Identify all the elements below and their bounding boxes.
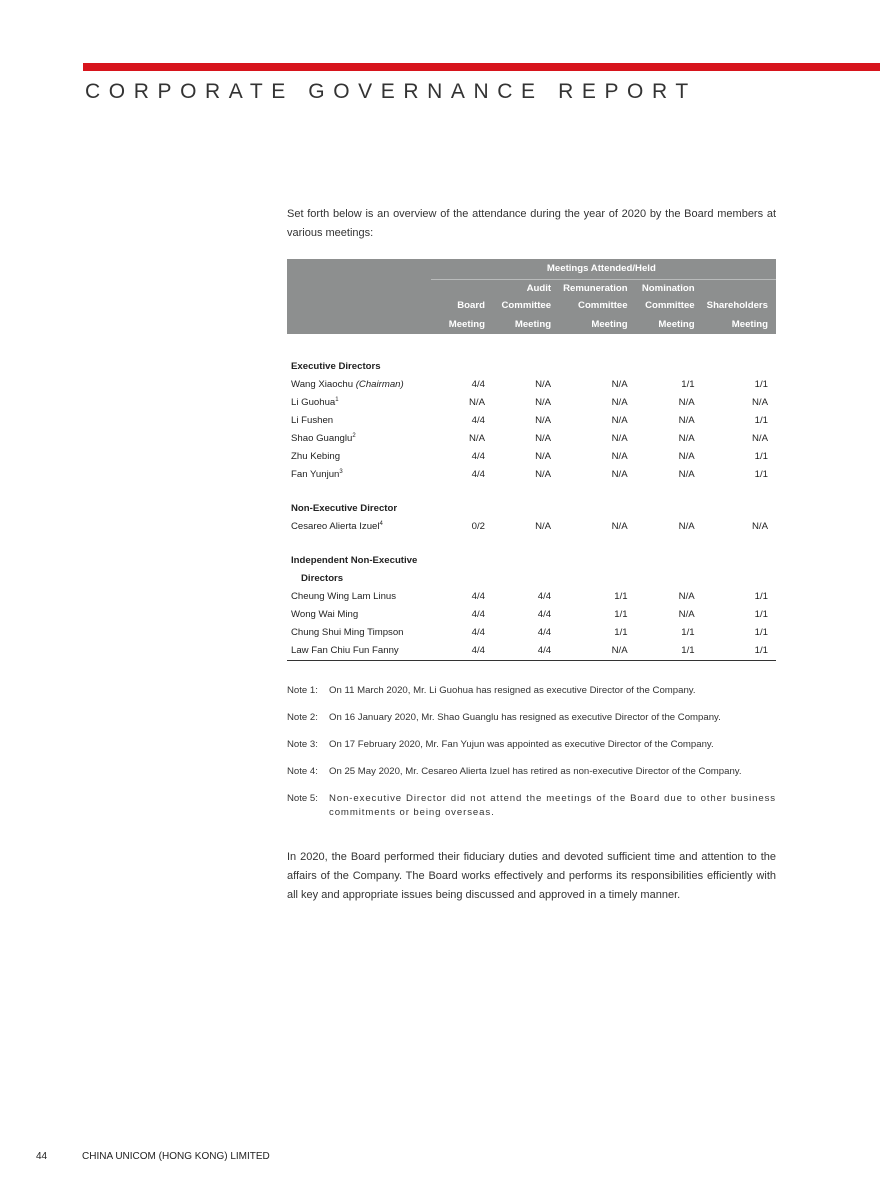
attendance-table bbox=[287, 259, 776, 661]
note-label: Note 1: bbox=[287, 685, 318, 696]
note-item bbox=[287, 711, 776, 725]
table-row bbox=[287, 466, 776, 484]
table-row bbox=[287, 412, 776, 430]
director-name: Zhu Kebing bbox=[291, 451, 341, 462]
attendance-cell: 4/4 bbox=[471, 469, 485, 480]
note-label: Note 3: bbox=[287, 739, 318, 750]
table-row bbox=[287, 588, 776, 606]
note-ref: 3 bbox=[339, 469, 343, 475]
note-text: On 11 March 2020, Mr. Li Guohua has resigned as executive Director of the Company. bbox=[329, 685, 696, 696]
note-item bbox=[287, 738, 776, 752]
col-header: Board bbox=[431, 297, 493, 314]
attendance-table-header bbox=[287, 259, 776, 334]
director-name: Li Fushen bbox=[291, 415, 334, 426]
attendance-cell: 4/4 bbox=[471, 609, 485, 620]
attendance-cell: 4/4 bbox=[471, 627, 485, 638]
attendance-cell: N/A bbox=[611, 521, 628, 532]
col-header: Committee bbox=[493, 297, 559, 314]
attendance-cell: 0/2 bbox=[471, 521, 485, 532]
page-number: 44 bbox=[36, 1151, 48, 1162]
col-header: Meeting bbox=[431, 314, 493, 334]
director-name: Li Guohua$^1$ bbox=[291, 397, 339, 408]
section-title: Non-Executive Director bbox=[291, 503, 398, 514]
table-row bbox=[287, 448, 776, 466]
attendance-cell: N/A bbox=[611, 451, 628, 462]
director-name: Cesareo Alierta Izuel$^4$ bbox=[291, 521, 383, 532]
col-header: Meeting bbox=[703, 314, 776, 334]
attendance-cell: 1/1 bbox=[754, 591, 768, 602]
director-role: (Chairman) bbox=[355, 379, 404, 390]
col-header: Committee bbox=[636, 297, 703, 314]
attendance-cell: N/A bbox=[678, 609, 695, 620]
attendance-cell: N/A bbox=[535, 451, 552, 462]
header-blank bbox=[287, 280, 431, 298]
note-label: Note 5: bbox=[287, 793, 318, 804]
section-title: Directors bbox=[301, 573, 344, 584]
col-header: Audit bbox=[493, 280, 559, 298]
attendance-cell: N/A bbox=[678, 433, 695, 444]
note-ref: 2 bbox=[352, 433, 356, 439]
attendance-cell: N/A bbox=[535, 433, 552, 444]
attendance-cell: 1/1 bbox=[614, 609, 628, 620]
table-row bbox=[287, 430, 776, 448]
header-blank bbox=[287, 259, 431, 280]
page-title: CORPORATE GOVERNANCE REPORT bbox=[85, 80, 697, 103]
attendance-cell: 1/1 bbox=[681, 627, 695, 638]
director-name: Fan Yunjun$^3$ bbox=[291, 469, 343, 480]
attendance-table-body bbox=[287, 334, 776, 661]
section-row bbox=[287, 552, 776, 570]
col-header: Meeting bbox=[559, 314, 636, 334]
col-header: Nomination bbox=[636, 280, 703, 298]
attendance-cell: N/A bbox=[678, 521, 695, 532]
note-label: Note 4: bbox=[287, 766, 318, 777]
attendance-cell: 1/1 bbox=[754, 609, 768, 620]
attendance-cell: 1/1 bbox=[754, 379, 768, 390]
header-blank bbox=[287, 297, 431, 314]
table-row bbox=[287, 642, 776, 661]
attendance-cell: 4/4 bbox=[471, 451, 485, 462]
section-row bbox=[287, 500, 776, 518]
col-header: Remuneration bbox=[559, 280, 636, 298]
col-header: Shareholders bbox=[703, 297, 776, 314]
note-item bbox=[287, 684, 776, 698]
attendance-cell: N/A bbox=[752, 397, 768, 408]
attendance-cell: 1/1 bbox=[703, 642, 776, 661]
table-row bbox=[287, 376, 776, 394]
attendance-cell: 1/1 bbox=[754, 469, 768, 480]
attendance-cell: 4/4 bbox=[471, 591, 485, 602]
attendance-cell: N/A bbox=[535, 379, 552, 390]
col-header bbox=[431, 280, 493, 298]
attendance-cell: 4/4 bbox=[431, 642, 493, 661]
header-blank bbox=[287, 314, 431, 334]
attendance-cell: 4/4 bbox=[493, 642, 559, 661]
note-item bbox=[287, 792, 776, 820]
company-name: CHINA UNICOM (HONG KONG) LIMITED bbox=[82, 1151, 270, 1162]
col-header: Meeting bbox=[636, 314, 703, 334]
attendance-cell: 1/1 bbox=[614, 627, 628, 638]
attendance-cell: N/A bbox=[611, 469, 628, 480]
header-accent-bar bbox=[83, 63, 880, 71]
attendance-cell: N/A bbox=[535, 415, 552, 426]
director-name: Shao Guanglu$^2$ bbox=[291, 433, 356, 444]
section-row bbox=[287, 358, 776, 376]
table-row bbox=[287, 624, 776, 642]
attendance-cell: N/A bbox=[678, 591, 695, 602]
note-text: Non-executive Director did not attend the meetings of the Board due to other business commitments or being overseas. bbox=[329, 793, 776, 818]
page-footer bbox=[36, 1151, 270, 1162]
attendance-cell: 4/4 bbox=[471, 379, 485, 390]
attendance-cell: N/A bbox=[752, 433, 768, 444]
attendance-cell: 1/1 bbox=[754, 627, 768, 638]
note-text: On 17 February 2020, Mr. Fan Yujun was appointed as executive Director of the Company. bbox=[329, 739, 714, 750]
director-name: Law Fan Chiu Fun Fanny bbox=[287, 642, 431, 661]
col-header bbox=[703, 280, 776, 298]
note-text: On 16 January 2020, Mr. Shao Guanglu has resigned as executive Director of the Company. bbox=[329, 712, 721, 723]
section-row bbox=[287, 570, 776, 588]
attendance-cell: N/A bbox=[535, 469, 552, 480]
col-header: Committee bbox=[559, 297, 636, 314]
intro-paragraph: Set forth below is an overview of the attendance during the year of 2020 by the Board members at various meetings: bbox=[287, 208, 776, 239]
director-name: Cheung Wing Lam Linus bbox=[291, 591, 397, 602]
director-name: Chung Shui Ming Timpson bbox=[291, 627, 404, 638]
attendance-cell: N/A bbox=[678, 415, 695, 426]
note-text: On 25 May 2020, Mr. Cesareo Alierta Izuel has retired as non-executive Director of the Company. bbox=[329, 766, 742, 777]
section-title: Independent Non-Executive bbox=[291, 555, 418, 566]
col-header: Meeting bbox=[493, 314, 559, 334]
director-name: Wang Xiaochu (Chairman) bbox=[291, 379, 404, 390]
attendance-cell: N/A bbox=[535, 521, 552, 532]
table-row bbox=[287, 606, 776, 624]
attendance-cell: N/A bbox=[611, 433, 628, 444]
note-label: Note 2: bbox=[287, 712, 318, 723]
attendance-cell: 4/4 bbox=[471, 415, 485, 426]
attendance-cell: N/A bbox=[535, 397, 552, 408]
attendance-cell: 4/4 bbox=[537, 627, 552, 638]
closing-paragraph: In 2020, the Board performed their fiduciary duties and devoted sufficient time and attention to the affairs of the Company. The Board works effectively and performs its responsibilities efficiently with all key and appropriate issues being discussed and approved in a timely manner. bbox=[287, 851, 776, 901]
attendance-cell: N/A bbox=[468, 397, 485, 408]
attendance-cell: N/A bbox=[678, 451, 695, 462]
note-item bbox=[287, 765, 776, 779]
table-row bbox=[287, 394, 776, 412]
attendance-cell: 1/1 bbox=[636, 642, 703, 661]
director-name: Wong Wai Ming bbox=[291, 609, 359, 620]
attendance-cell: N/A bbox=[611, 415, 628, 426]
note-ref: 1 bbox=[335, 397, 339, 403]
notes-list bbox=[287, 684, 776, 833]
attendance-cell: N/A bbox=[752, 521, 768, 532]
table-row bbox=[287, 518, 776, 536]
attendance-cell: 1/1 bbox=[754, 451, 768, 462]
attendance-cell: N/A bbox=[678, 397, 695, 408]
attendance-cell: N/A bbox=[611, 397, 628, 408]
attendance-cell: N/A bbox=[559, 642, 636, 661]
attendance-cell: N/A bbox=[678, 469, 695, 480]
note-ref: 4 bbox=[379, 521, 383, 527]
attendance-cell: 1/1 bbox=[614, 591, 628, 602]
attendance-cell: 4/4 bbox=[537, 591, 552, 602]
attendance-cell: N/A bbox=[468, 433, 485, 444]
attendance-cell: 1/1 bbox=[681, 379, 695, 390]
attendance-cell: N/A bbox=[611, 379, 628, 390]
section-title: Executive Directors bbox=[291, 361, 381, 372]
attendance-cell: 1/1 bbox=[754, 415, 768, 426]
attendance-cell: 4/4 bbox=[537, 609, 552, 620]
meetings-group-header: Meetings Attended/Held bbox=[431, 259, 776, 280]
